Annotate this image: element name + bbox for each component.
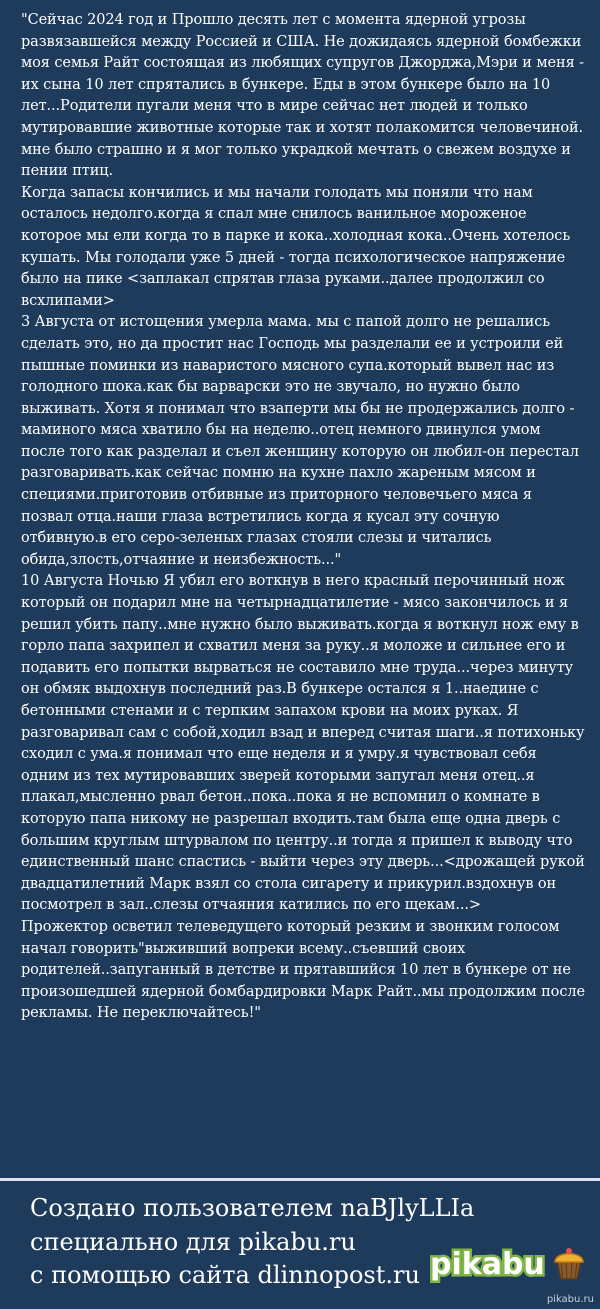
story-text	[21, 10, 586, 1025]
credits-generator: с помощью сайта dlinnopost.ru	[30, 1261, 420, 1290]
story-paragraph: Когда запасы кончились и мы начали голодать мы поняли что нам осталось недолго.когда я спал мне снилось ванильное мороженое которое мы ели когда то в парке и кока..холодная кока..Очень хотелось кушать. Мы голодали уже 5 дней - тогда психологическое напряжение было на пике <заплакал спрятав глаза руками..далее продолжил со всхлипами>	[21, 184, 571, 309]
story-paragraph: "Сейчас 2024 год и Прошло десять лет с момента ядерной угрозы развязавшейся между Россией и США. Не дожидаясь ядерной бомбежки моя семья Райт состоящая из любящих супругов Джорджа,Мэри и меня - их сына 10 лет спрятались в бункере. Еды в этом бункере было на 10 лет...Родители пугали меня что в мире сейчас нет людей и только мутировавшие животные которые так и хотят полакомится человечиной. мне было страшно и я мог только украдкой мечтать о свежем воздухе и пении птиц.	[21, 12, 584, 180]
credits-site: специально для pikabu.ru	[30, 1227, 356, 1256]
credits	[30, 1192, 475, 1293]
cupcake-icon	[555, 1248, 583, 1279]
story-paragraph: Прожектор осветил телеведущего который резким и звонким голосом начал говорить"выживший вопреки всему..съевший своих родителей..запуганный в детстве и прятавшийся 10 лет в бункере от не произошедшей ядерной бомбардировки Марк Райт..мы продолжим после рекламы. Не переключайтесь!"	[21, 918, 585, 1022]
logo-text: pikabu	[430, 1247, 545, 1282]
watermark: pikabu.ru	[546, 1294, 594, 1305]
credits-author: Создано пользователем naBJlyLLIa	[30, 1194, 475, 1222]
pikabu-logo	[428, 1241, 586, 1283]
story-paragraph: 3 Августа от истощения умерла мама. мы с папой долго не решались сделать это, но да простит нас Господь мы разделали ее и устроили ей пышные поминки из наваристого мясного супа.который вывел нас из голодного шока.как бы варварски это не звучало, но нужно было выживать. Хотя я понимал что взаперти мы бы не продержались долго - маминого мяса хватило бы на неделю..отец немного двинулся умом после того как разделал и съел женщину которую он любил-он перестал разговаривать.как сейчас помню на кухне пахло жареным мясом и специями.приготовив отбивные из приторного человечьего мяса я позвал отца.наши глаза встретились когда я кусал эту сочную отбивную.в его серо-зеленых глазах стояли слезы и читались обида,злость,отчаяние и неизбежность..."	[21, 314, 579, 568]
story-paragraph: 10 Августа Ночью Я убил его воткнув в него красный перочинный нож который он подарил мне на четырнадцатилетие - мясо закончилось и я решил убить папу..мне нужно было выживать.когда я воткнул нож ему в горло папа захрипел и схватил меня за руку..я моложе и сильнее его и подавить его попытки вырваться не составило мне труда...через минуту он обмяк выдохнув последний раз.В бункере остался я 1..наедине с бетонными стенами и с терпким запахом крови на моих руках. Я разговаривал сам с собой,ходил взад и вперед считая шаги..я потихоньку сходил с ума.я понимал что еще неделя и я умру.я чувствовал себя одним из тех мутировавших зверей которыми запугал меня отец..я плакал,мысленно рвал бетон..пока..пока я не вспомнил о комнате в которую папа никому не разрешал входить.там была еще одна дверь с большим круглым штурвалом по центру..и тогда я пришел к выводу что единственный шанс спастись - выйти через эту дверь...<дрожащей рукой двадцатилетний Марк взял со стола сигарету и прикурил.вздохнув он посмотрел в зал..слезы отчаяния катились по его щекам...>	[21, 573, 585, 914]
footer-divider	[0, 1178, 600, 1181]
